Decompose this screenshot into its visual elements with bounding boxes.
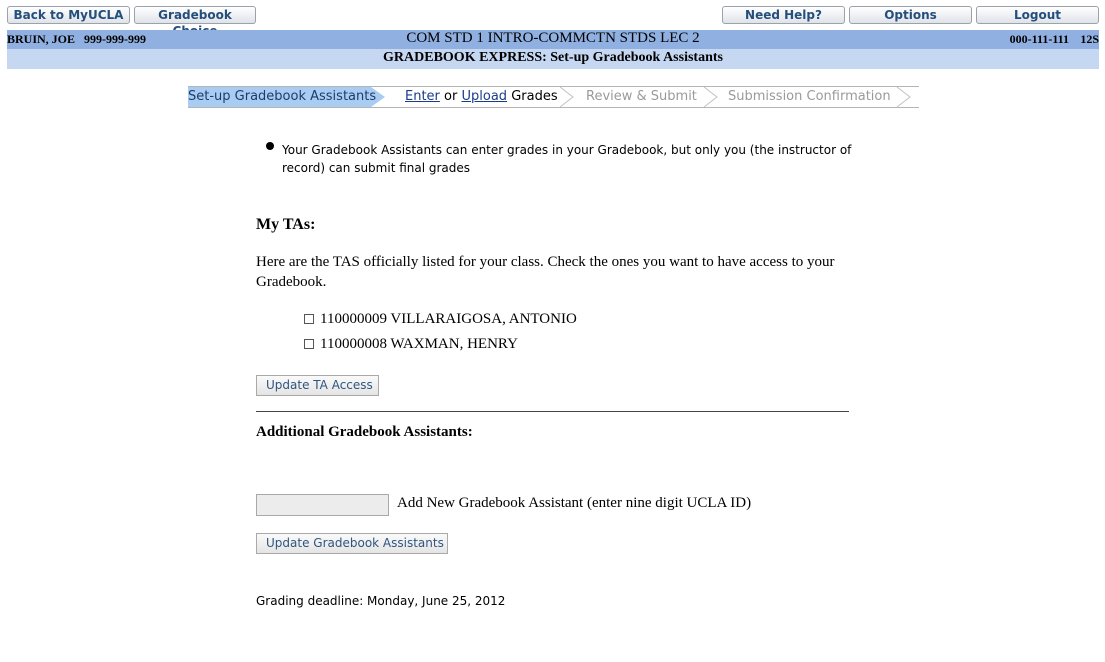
update-ta-access-button[interactable]: Update TA Access bbox=[256, 375, 379, 396]
info-line-1: Your Gradebook Assistants can enter grades in your Gradebook, but only you (the instructor of bbox=[282, 143, 852, 157]
assistant-ucla-id-input[interactable] bbox=[256, 494, 389, 516]
update-gradebook-assistants-button[interactable]: Update Gradebook Assistants bbox=[256, 533, 448, 554]
page-title: GRADEBOOK EXPRESS: Set-up Gradebook Assistants bbox=[383, 50, 723, 65]
gradebook-choice-button[interactable]: Gradebook bbox=[134, 6, 256, 24]
tas-description-line-1: Here are the TAS officially listed for your class. Check the ones you want to have access to your bbox=[256, 254, 835, 270]
logout-button[interactable]: Logout bbox=[976, 6, 1099, 24]
step-enter-upload-grades bbox=[405, 87, 558, 107]
ta-checkbox-waxman[interactable] bbox=[304, 339, 314, 349]
course-header-bar bbox=[7, 30, 1099, 49]
back-to-myucla-button[interactable]: Back to MyUCLA bbox=[7, 6, 130, 24]
grades-text: Grades bbox=[511, 89, 558, 104]
need-help-button[interactable]: Need Help? bbox=[722, 6, 845, 24]
student-info: BRUIN, JOE 999-999-999 bbox=[7, 32, 147, 46]
course-id: 000-111-111 bbox=[1009, 32, 1069, 46]
course-title: COM STD 1 INTRO-COMMCTN STDS LEC 2 bbox=[406, 30, 700, 46]
assistant-id-label: Add New Gradebook Assistant (enter nine digit UCLA ID) bbox=[397, 495, 752, 511]
term-code: 12S bbox=[1080, 32, 1099, 46]
or-text: or bbox=[444, 89, 458, 104]
page-subtitle-bar bbox=[7, 49, 1099, 69]
step-review-submit: Review & Submit bbox=[586, 89, 697, 104]
ta-label-villaraigosa: 110000009 VILLARAIGOSA, ANTONIO bbox=[320, 311, 577, 327]
tas-description-line-2: Gradebook. bbox=[256, 274, 327, 290]
additional-assistants-heading: Additional Gradebook Assistants: bbox=[256, 424, 473, 440]
info-text bbox=[282, 141, 862, 177]
step-setup-assistants: Set-up Gradebook Assistants bbox=[188, 89, 377, 104]
grading-deadline: Grading deadline: Monday, June 25, 2012 bbox=[256, 594, 506, 608]
options-button[interactable]: Options bbox=[849, 6, 972, 24]
tas-description bbox=[256, 252, 856, 292]
section-divider bbox=[256, 411, 849, 412]
step-submission-confirmation: Submission Confirmation bbox=[728, 89, 891, 104]
progress-steps bbox=[188, 86, 919, 108]
bullet-icon bbox=[266, 142, 274, 150]
ta-label-waxman: 110000008 WAXMAN, HENRY bbox=[320, 336, 518, 352]
info-line-2: record) can submit final grades bbox=[282, 161, 471, 175]
my-tas-heading: My TAs: bbox=[256, 216, 316, 233]
ta-checkbox-villaraigosa[interactable] bbox=[304, 314, 314, 324]
upload-grades-link[interactable]: Upload bbox=[461, 89, 508, 104]
enter-grades-link[interactable]: Enter bbox=[405, 89, 440, 104]
